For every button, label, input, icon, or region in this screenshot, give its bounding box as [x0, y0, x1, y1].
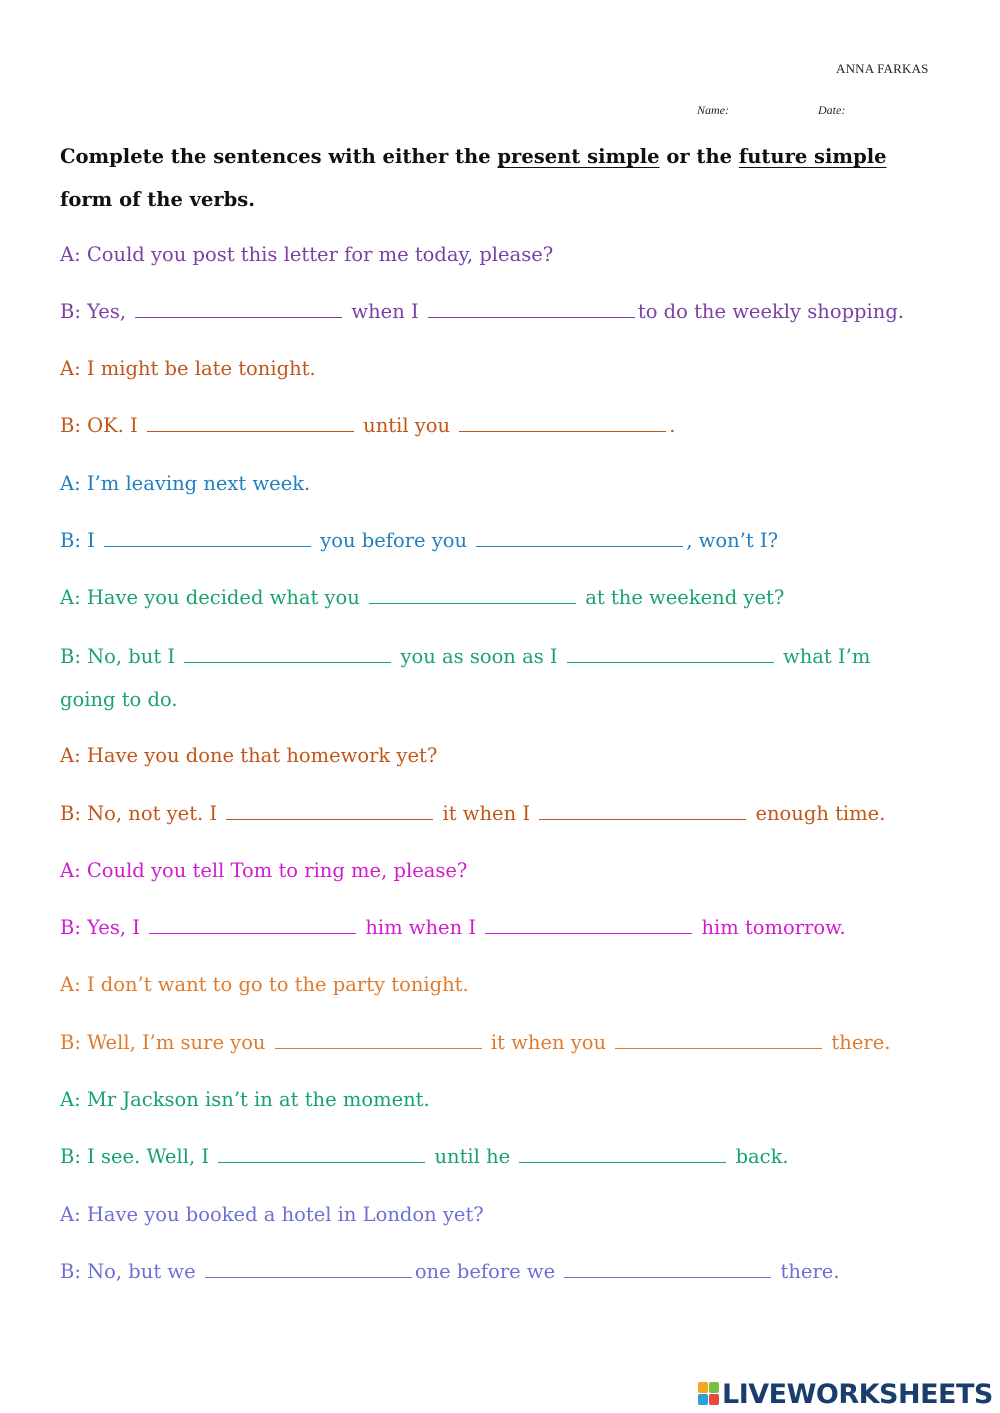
instructions-text-3: form of the verbs. — [60, 188, 256, 211]
line-text: him tomorrow. — [695, 916, 846, 939]
line-text: B: OK. I — [60, 414, 144, 437]
line-text: B: Yes, I — [60, 916, 147, 939]
line-text: until he — [428, 1145, 517, 1168]
dialogue-line-16 — [60, 1143, 960, 1171]
line-text: it when I — [436, 802, 537, 825]
line-text: until you — [356, 414, 457, 437]
answer-blank[interactable] — [135, 316, 342, 318]
dialogue-line-10 — [60, 800, 960, 828]
line-text: to do the weekly shopping. — [637, 300, 905, 323]
date-label: Date: — [818, 103, 846, 117]
future-simple-term: future simple — [738, 145, 887, 168]
dialogue-line-15: A: Mr Jackson isn’t in at the moment. — [60, 1088, 430, 1111]
liveworksheets-logo-icon — [698, 1382, 720, 1406]
line-text: it when you — [484, 1031, 613, 1054]
answer-blank[interactable] — [564, 1276, 771, 1278]
dialogue-line-14 — [60, 1029, 960, 1057]
answer-blank[interactable] — [539, 818, 746, 820]
dialogue-line-17: A: Have you booked a hotel in London yet? — [60, 1203, 484, 1226]
liveworksheets-logo[interactable] — [698, 1377, 993, 1411]
dialogue-line-3: A: I might be late tonight. — [60, 357, 316, 380]
present-simple-term: present simple — [497, 145, 660, 168]
answer-blank[interactable] — [615, 1047, 822, 1049]
line-text: B: No, not yet. I — [60, 802, 224, 825]
dialogue-line-1: A: Could you post this letter for me today, please? — [60, 243, 554, 266]
answer-blank[interactable] — [226, 818, 433, 820]
dialogue-line-18 — [60, 1258, 960, 1286]
line-text: there. — [825, 1031, 891, 1054]
line-text: you as soon as I — [394, 645, 564, 668]
line-text: at the weekend yet? — [579, 586, 785, 609]
answer-blank[interactable] — [218, 1161, 425, 1163]
answer-blank[interactable] — [567, 661, 774, 663]
instructions-text-1: Complete the sentences with either the — [60, 145, 498, 168]
line-text: B: No, but I — [60, 645, 182, 668]
line-text: . — [669, 414, 676, 437]
logo-text: LIVEWORKSHEETS — [722, 1378, 993, 1410]
dialogue-line-13: A: I don’t want to go to the party tonight. — [60, 973, 469, 996]
answer-blank[interactable] — [275, 1047, 482, 1049]
instructions-text-2: or the — [659, 145, 739, 168]
line-text: B: I see. Well, I — [60, 1145, 216, 1168]
line-text: when I — [345, 300, 425, 323]
answer-blank[interactable] — [147, 430, 354, 432]
answer-blank[interactable] — [428, 316, 635, 318]
answer-blank[interactable] — [485, 932, 692, 934]
line-text: back. — [729, 1145, 789, 1168]
dialogue-line-12 — [60, 914, 960, 942]
dialogue-line-9: A: Have you done that homework yet? — [60, 744, 438, 767]
dialogue-line-7 — [60, 584, 960, 612]
dialogue-line-5: A: I’m leaving next week. — [60, 472, 311, 495]
line-text: B: No, but we — [60, 1260, 202, 1283]
line-text: B: Well, I’m sure you — [60, 1031, 272, 1054]
answer-blank[interactable] — [149, 932, 356, 934]
answer-blank[interactable] — [205, 1276, 412, 1278]
answer-blank[interactable] — [459, 430, 666, 432]
answer-blank[interactable] — [519, 1161, 726, 1163]
line-text: enough time. — [749, 802, 886, 825]
line-text: B: Yes, — [60, 300, 133, 323]
line-text: you before you — [314, 529, 474, 552]
dialogue-line-4 — [60, 412, 960, 440]
dialogue-line-8 — [60, 635, 890, 721]
dialogue-line-11: A: Could you tell Tom to ring me, please? — [60, 859, 468, 882]
line-text: A: Have you decided what you — [60, 586, 367, 609]
line-text: what I’m going to do. — [60, 645, 871, 711]
answer-blank[interactable] — [184, 661, 391, 663]
instructions — [60, 135, 940, 221]
answer-blank[interactable] — [369, 602, 576, 604]
answer-blank[interactable] — [104, 545, 311, 547]
line-text: one before we — [414, 1260, 562, 1283]
dialogue-line-6 — [60, 527, 960, 555]
name-label: Name: — [697, 103, 729, 117]
dialogue-line-2 — [60, 298, 960, 326]
line-text: B: I — [60, 529, 101, 552]
answer-blank[interactable] — [476, 545, 683, 547]
line-text: there. — [774, 1260, 840, 1283]
author-name: ANNA FARKAS — [836, 61, 929, 76]
line-text: him when I — [359, 916, 483, 939]
line-text: , won’t I? — [686, 529, 779, 552]
